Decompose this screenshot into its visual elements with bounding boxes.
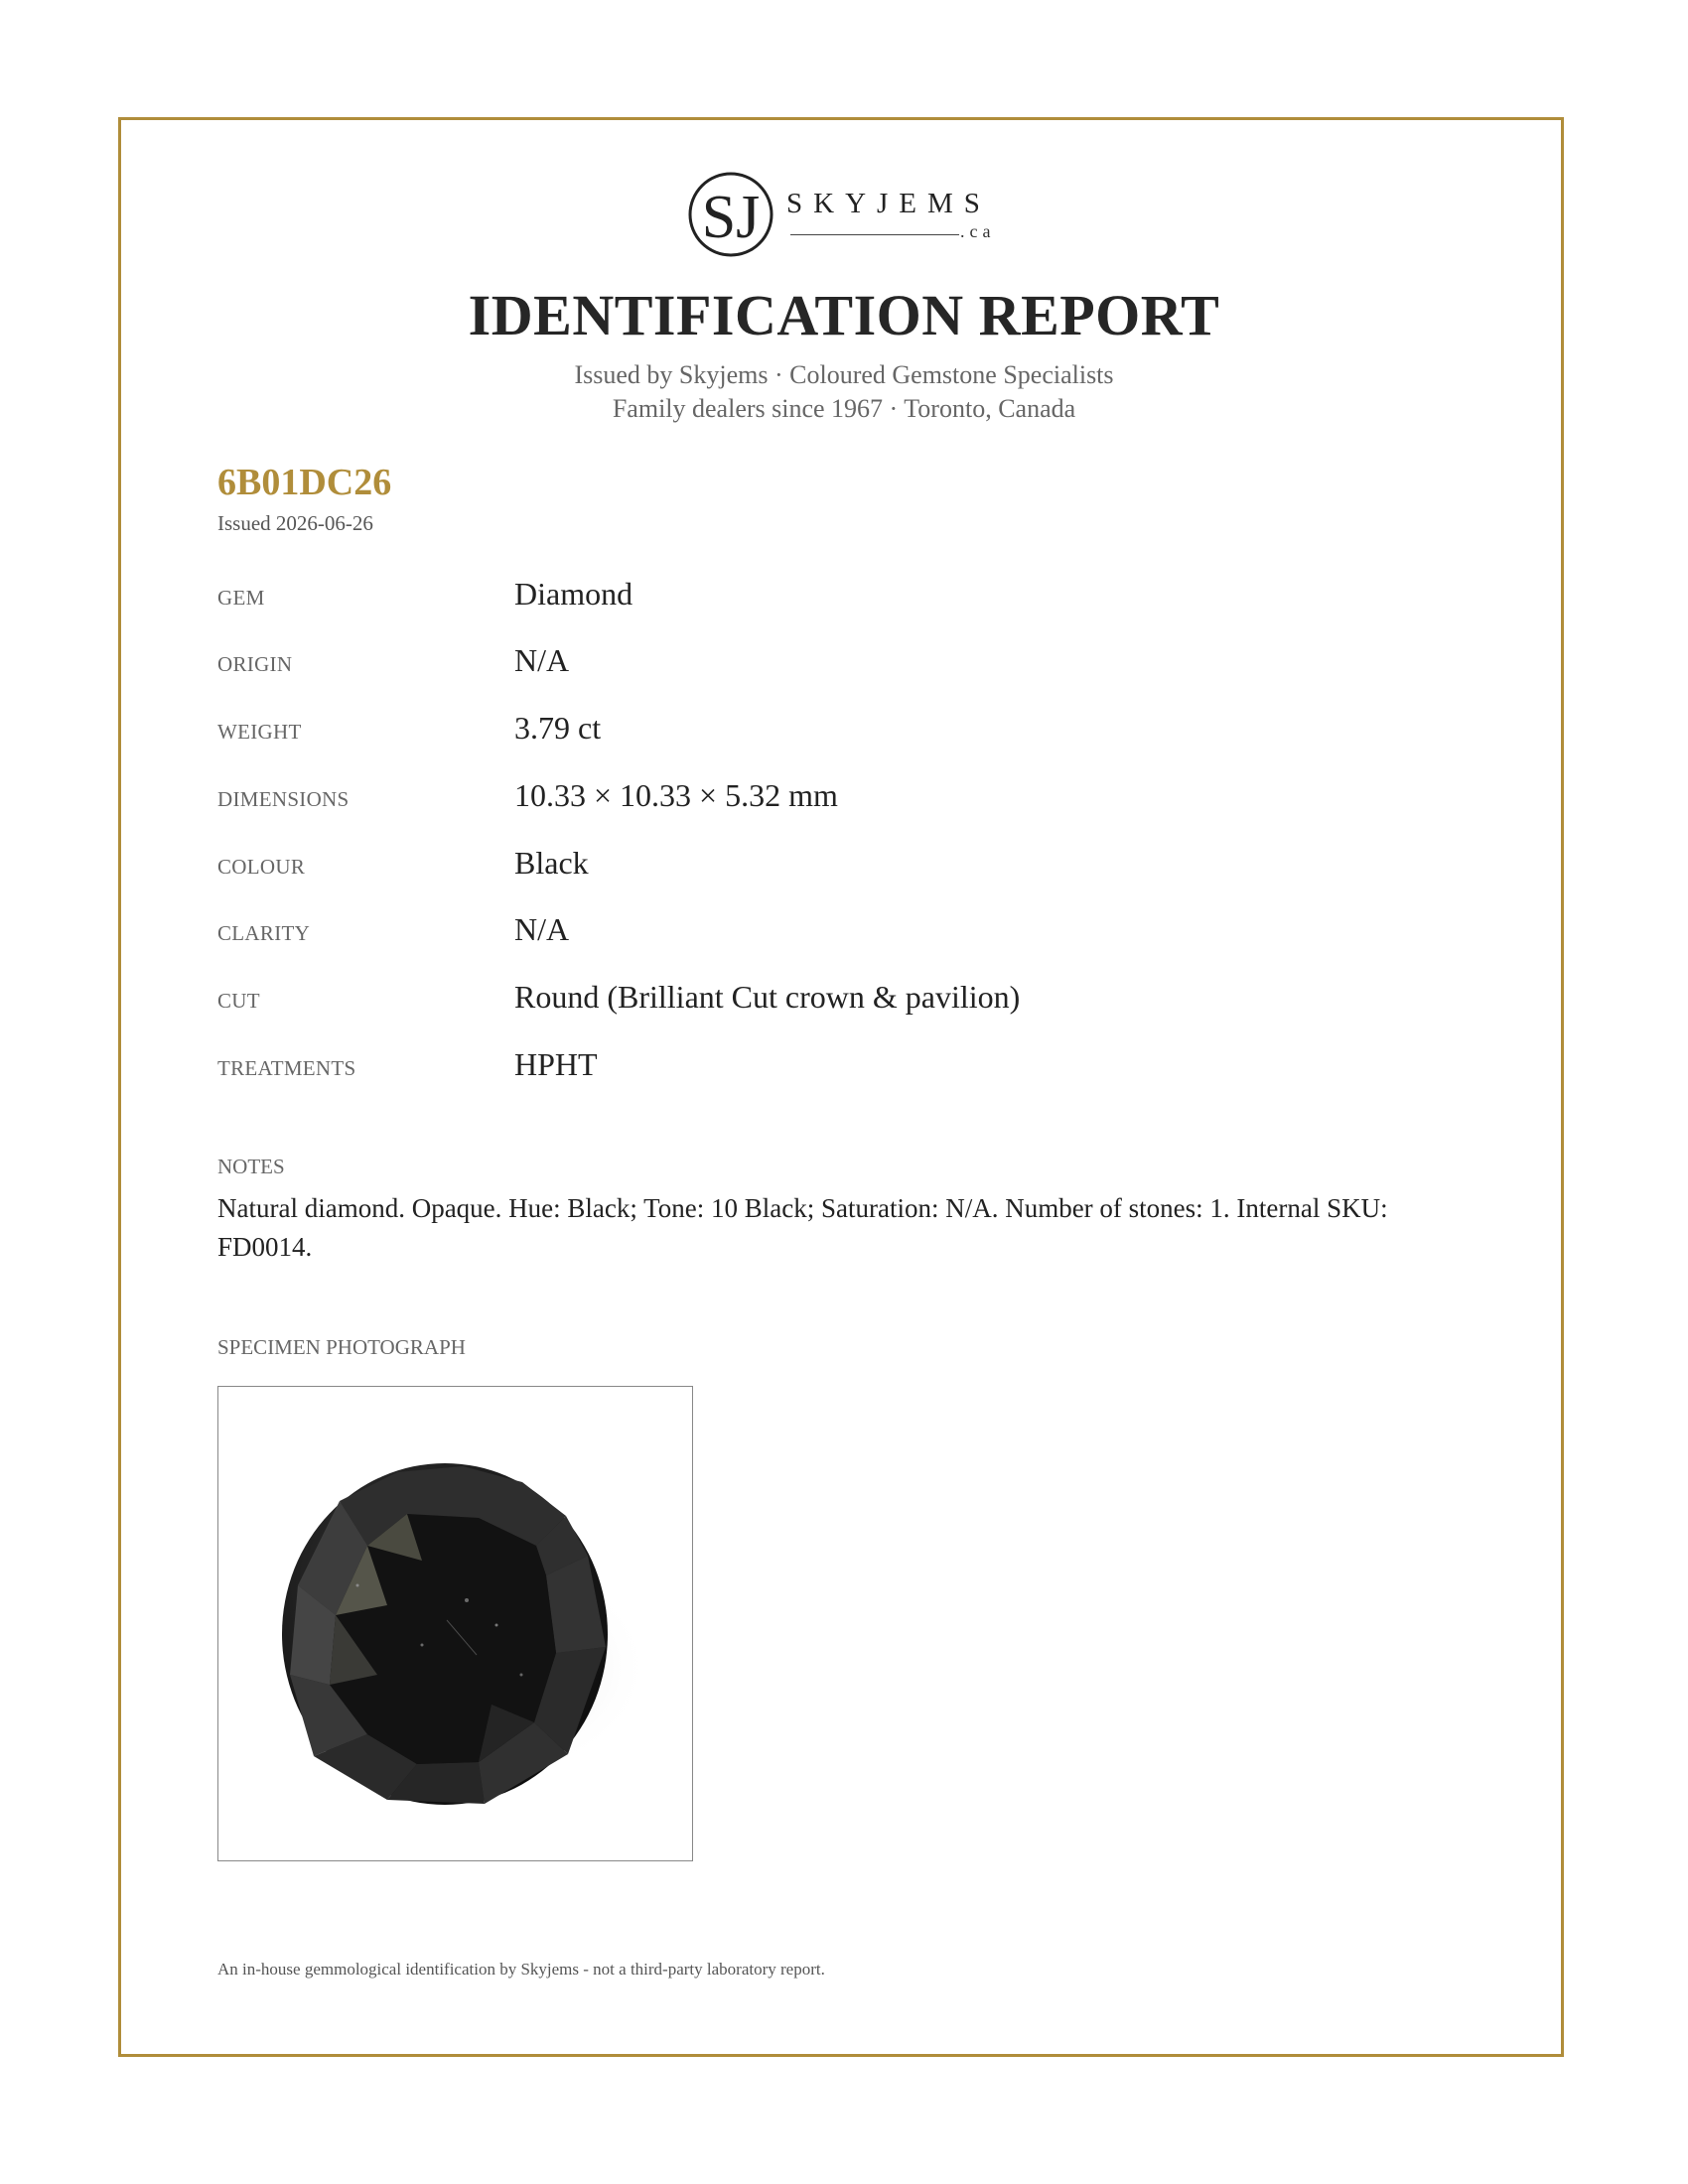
report-id: 6B01DC26 [217, 462, 392, 503]
field-label: WEIGHT [217, 720, 302, 744]
field-label: COLOUR [217, 855, 306, 879]
notes-label: NOTES [217, 1155, 285, 1178]
field-label: CLARITY [217, 921, 311, 945]
field-value: N/A [514, 642, 570, 678]
photo-label: SPECIMEN PHOTOGRAPH [217, 1335, 466, 1359]
skyjems-logo [687, 166, 1005, 261]
field-value: Diamond [514, 576, 633, 612]
field-value: Black [514, 845, 589, 881]
field-label: ORIGIN [217, 652, 293, 676]
dealer-line: Family dealers since 1967 · Toronto, Canada [612, 394, 1076, 423]
field-value: Round (Brilliant Cut crown & pavilion) [514, 979, 1021, 1015]
field-value: 10.33 × 10.33 × 5.32 mm [514, 777, 838, 813]
issuer-line: Issued by Skyjems · Coloured Gemstone Specialists [574, 360, 1114, 389]
sj-monogram-logo [687, 166, 776, 261]
monogram-text: SJ [701, 184, 761, 251]
field-label: GEM [217, 586, 265, 610]
field-value: HPHT [514, 1046, 598, 1082]
field-value: N/A [514, 911, 570, 947]
field-label: TREATMENTS [217, 1056, 356, 1080]
specimen-photo [217, 1386, 693, 1861]
logo-rule [790, 234, 959, 235]
disclaimer: An in-house gemmological identification by Skyjems - not a third-party laboratory report. [217, 1960, 825, 1979]
field-label: CUT [217, 989, 260, 1013]
field-value: 3.79 ct [514, 710, 602, 746]
brand-tld: .ca [960, 221, 996, 241]
black-diamond-image [218, 1387, 691, 1859]
report-title: IDENTIFICATION REPORT [468, 283, 1220, 347]
field-label: DIMENSIONS [217, 787, 350, 811]
issue-date: Issued 2026-06-26 [217, 511, 373, 535]
brand-name: SKYJEMS [786, 188, 991, 219]
notes-text: Natural diamond. Opaque. Hue: Black; Tone: 10 Black; Saturation: N/A. Number of stones: 1. Internal SKU: FD0014. [217, 1193, 1388, 1262]
